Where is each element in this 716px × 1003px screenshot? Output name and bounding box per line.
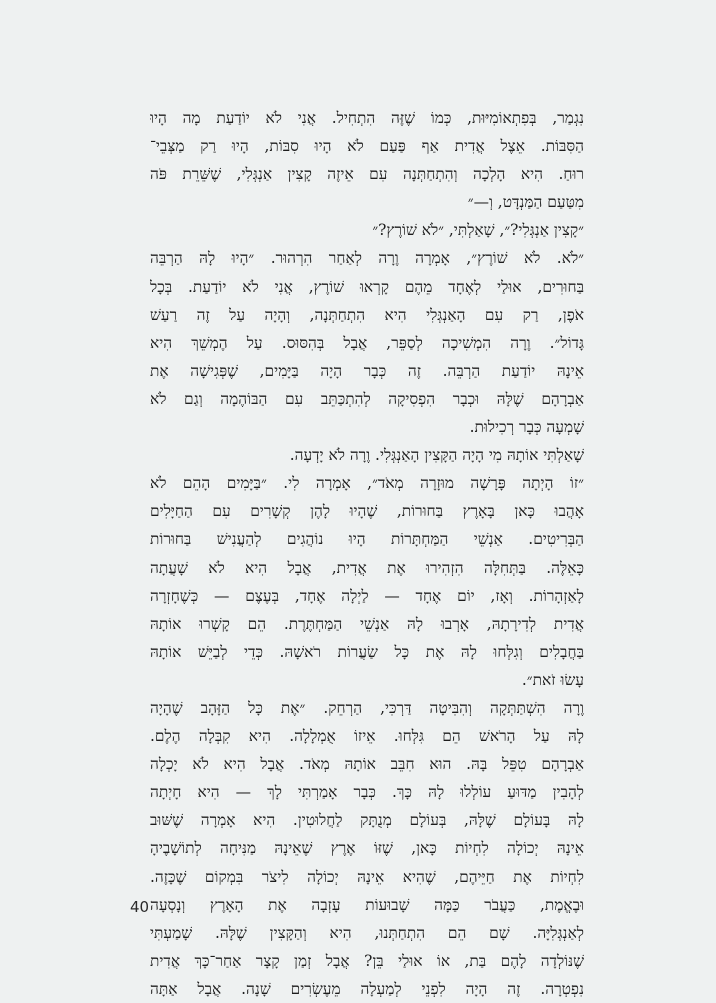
text-line: לְאַנְגְּלִיָּה. שָׁם הֵם הִתְחַתְּנוּ, הִיא וְהַקָּצִין שֶׁלָּהּ. שָׁמַעְתִּי [150, 923, 584, 942]
text-line: ״זוֹ הָיְתָה פָּרָשָׁה מוּזָרָה מְאֹד״, אָמְרָה לִי. ״בַּיָּמִים הָהֵם לֹא [150, 474, 584, 493]
text-line: שָׁאַלְתִּי אוֹתָהּ מִי הָיָה הַקָּצִין הָאַנְגְּלִי. וֶרָה לֹא יָדְעָה. [289, 446, 584, 465]
text-line: אָהֲבוּ כָּאן בָּאָרֶץ בַּחוּרוֹת, שֶׁהָיוּ לָהֶן קְשָׁרִים עִם הַחַיָּלִים [150, 502, 584, 521]
text-line: בַּחוּרִים, אוּלַי לְאֶחָד מֵהֶם קָרְאוּ שׁוֹרֶץ, אֲנִי לֹא יוֹדַעַת. בְּכָל [150, 277, 584, 296]
text-line: וֶרָה הִשְׁתַּתְּקָה וְהִבִּיטָה דַּרְכִּי, הַרְחֵק. ״אֶת כָּל הַזָּהָב שֶׁהָיָה [150, 698, 584, 717]
body-text [150, 104, 584, 1003]
text-line: אֲדִית לְדִירָתָהּ, אָרְבוּ לָהּ אַנְשֵׁי הַמַּחְתֶּרֶת. הֵם קָשְׁרוּ אוֹתָהּ [150, 614, 584, 633]
text-line: לָהּ עַל הָרֹאשׁ הֵם גִּלְּחוּ. אֵיזוֹ אֻמְלָלָה. הִיא קִבְּלָה הֶלֶם. [150, 727, 584, 746]
text-line: לָאַזְהָרוֹת. וְאָז, יוֹם אֶחָד — לַיְלָה אֶחָד, בְּעֶצֶם — כְּשֶׁחָזְרָה [150, 586, 584, 605]
page-number: 40 [130, 898, 150, 916]
text-line: גָּדוֹל״. וֶרָה הִמְשִׁיכָה לְסַפֵּר, אֲבָל בְּהִסּוּס. עַל הֶמְשֵׁךְ הִיא [150, 333, 584, 352]
text-line: לְהָבִין מַדּוּעַ עוֹלְלוּ לָהּ כָּךְ. כְּבָר אָמַרְתִּי לָךְ — הִיא חָיְתָה [150, 783, 584, 802]
text-line: נִגְמַר, בְּפִתְאוֹמִיּוּת, כְּמוֹ שֶׁזֶּה הִתְחִיל. אֲנִי לֹא יוֹדַעַת מָה הָיוּ [150, 109, 584, 127]
text-line: הַבְּרִיטִים. אַנְשֵׁי הַמַּחְתָּרוֹת הָיוּ נוֹהֲגִים לְהַעֲנִישׁ בַּחוּרוֹת [150, 530, 584, 549]
text-line: עָשׂוּ זֹאת״. [521, 670, 584, 689]
text-line: בַּחֲבָלִים וְגִלְּחוּ לָהּ אֶת כָּל שַׂעֲרוֹת רֹאשָׁהּ. כְּדֵי לְבַיֵּשׁ אוֹתָהּ [150, 642, 584, 661]
text-line: אַבְרָהָם טִפֵּל בָּהּ. הוּא חִבֵּב אוֹתָהּ מְאֹד. אֲבָל הִיא לֹא יָכְלָה [150, 755, 584, 774]
text-line: ״קָצִין אַנְגְּלִי?״, שָׁאַלְתִּי, ״לֹא שׁוֹרֶץ?״ [372, 221, 584, 240]
text-line: מִטַּעַם הַמַּנְדָּט, וְ—״ [467, 193, 584, 212]
text-line: אַבְרָהָם שֶׁלָּהּ וּכְבָר הִפְסִיקָה לְהִתְכַּתֵּב עִם הַבּוֹהֶמָה וְגַם לֹא [150, 389, 584, 408]
text-line: ״לֹא. לֹא שׁוֹרֶץ״, אָמְרָה וֶרָה לְאַחַר הִרְהוּר. ״הָיוּ לָהּ הַרְבֵּה [150, 249, 584, 268]
text-line: לָהּ בָּעוֹלָם שֶׁלָּהּ, בְּעוֹלָם מְנֻתָּק לַחֲלוּטִין. הִיא אָמְרָה שֶׁשּׁוּב [150, 811, 584, 830]
text-line: הַסִּבּוֹת. אֵצֶל אֲדִית אַף פַּעַם לֹא הָיוּ סִבּוֹת, הָיוּ רַק מַצְּבֵי־ [150, 137, 584, 156]
text-line: שָׁמְעָה כְּבָר רְכִילוּת. [469, 418, 584, 437]
text-line: רוּחַ. הִיא הָלְכָה וְהִתְחַתְּנָה עִם אֵיזֶה קָצִין אַנְגְּלִי, שֶׁשֵּׁרֵת פֹּה [150, 165, 584, 184]
text-line: לִחְיוֹת אֶת חַיֵּיהֶם, שֶׁהִיא אֵינָהּ יְכוֹלָה לִיצֹר בִּמְקוֹם שֶׁכָּזֶה. [150, 867, 584, 886]
text-line: אֹפֶן, רַק עִם הָאַנְגְּלִי הִיא הִתְחַתְּנָה, וְהָיָה עַל זֶה רַעַשׁ [150, 305, 584, 324]
text-line: וּבֶאֱמֶת, כַּעֲבֹר כַּמָּה שָׁבוּעוֹת עָזְבָה אֶת הָאָרֶץ וְנָסְעָה [150, 895, 584, 914]
text-line: שֶׁנּוֹלְדָה לָהֶם בַּת, אוֹ אוּלַי בֵּן? אֲבָל זְמַן קָצָר אַחַר־כָּךְ אֲדִית [150, 951, 584, 970]
text-line: אֵינָהּ יְכוֹלָה לִחְיוֹת כָּאן, שֶׁזּוֹ אֶרֶץ שֶׁאֵינָהּ מַנִּיחָה לְתוֹשָׁבֶיהָ [150, 839, 584, 858]
text-line: אֵינָהּ יוֹדַעַת הַרְבֵּה. זֶה כְּבָר הָיָה בַּיָּמִים, שֶׁפְּגִישָׁה אֶת [150, 361, 584, 380]
text-line: כָּאֵלֶּה. בַּתְּחִלָּה הִזְהִירוּ אֶת אֲדִית, אֲבָל הִיא לֹא שָׁעֲתָה [150, 558, 584, 577]
text-line: נִפְטְרָה. זֶה הָיָה לִפְנֵי לְמַעְלָה מֵעֶשְׂרִים שָׁנָה. אֲבָל אַתָּה [150, 979, 584, 998]
